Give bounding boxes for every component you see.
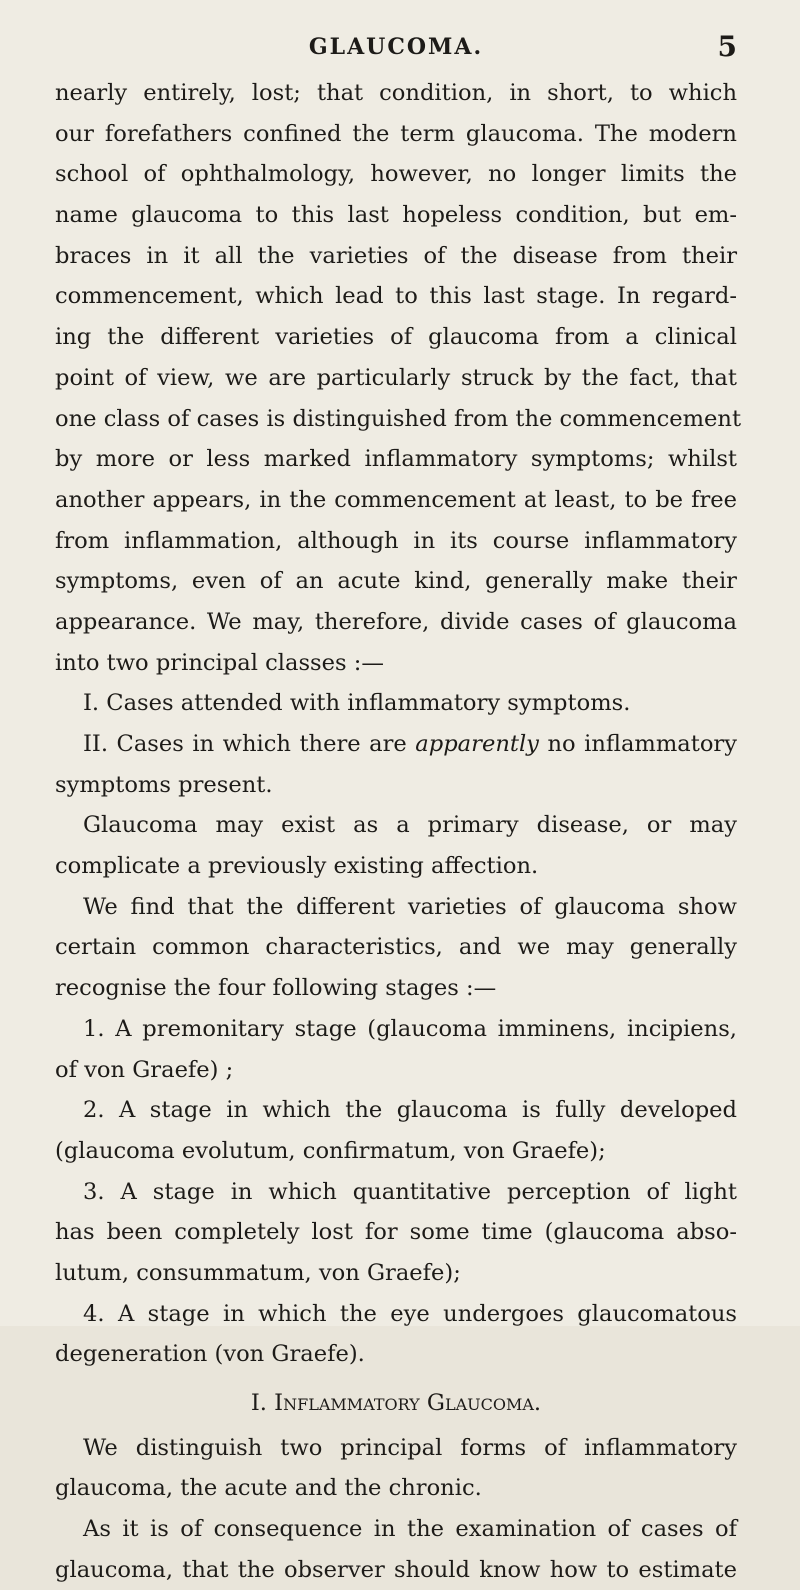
text-line: one class of cases is distinguished from the commencement xyxy=(55,405,742,432)
italic-text-run: apparently xyxy=(415,731,539,757)
text-run: II. Cases in which there are xyxy=(83,731,416,757)
text-line: I. Cases attended with inflammatory symptoms. xyxy=(83,690,631,717)
paragraph xyxy=(55,1294,737,1375)
text-line: by more or less marked inflammatory symptoms; whilst xyxy=(55,446,737,473)
paragraph xyxy=(55,724,737,805)
text-line: of von Graefe) ; xyxy=(55,1056,234,1083)
text-line: another appears, in the commencement at least, to be free xyxy=(55,486,737,513)
text-line: nearly entirely, lost; that condition, in short, to which xyxy=(55,80,737,106)
paragraph xyxy=(55,887,737,1009)
text-line: lutum, consummatum, von Graefe); xyxy=(55,1259,461,1286)
text-line: has been completely lost for some time (glaucoma abso- xyxy=(55,1219,737,1246)
text-line: complicate a previously existing affection. xyxy=(55,853,539,880)
paragraph xyxy=(55,1428,737,1509)
section-title: Inflammatory Glaucoma. xyxy=(274,1390,542,1416)
text-line: recognise the four following stages :— xyxy=(55,975,497,1002)
text-line: Glaucoma may exist as a primary disease, or may xyxy=(83,812,737,839)
paragraph xyxy=(55,683,737,724)
text-line: from inflammation, although in its course inflammatory xyxy=(55,527,737,554)
section-heading xyxy=(55,1383,737,1424)
text-run: no inflammatory xyxy=(538,731,737,757)
running-head xyxy=(55,30,737,64)
text-line xyxy=(55,724,737,765)
paragraph xyxy=(55,1509,737,1590)
text-line: our forefathers confined the term glaucoma. The modern xyxy=(55,120,737,147)
text-line: degeneration (von Graefe). xyxy=(55,1341,365,1368)
text-line: school of ophthalmology, however, no longer limits the xyxy=(55,161,737,188)
section-numeral: I. xyxy=(250,1390,267,1416)
running-title: GLAUCOMA. xyxy=(308,34,484,60)
text-line: into two principal classes :— xyxy=(55,649,384,676)
text-line: certain common characteristics, and we may generally xyxy=(55,934,737,961)
text-line: We find that the different varieties of glaucoma show xyxy=(83,893,737,920)
text-line: commencement, which lead to this last stage. In regard- xyxy=(55,283,737,310)
text-line: glaucoma, that the observer should know how to estimate xyxy=(55,1556,737,1583)
paragraph xyxy=(55,1172,737,1294)
text-line: As it is of consequence in the examination of cases of xyxy=(83,1516,737,1543)
text-line: name glaucoma to this last hopeless condition, but em- xyxy=(55,202,737,229)
text-line: We distinguish two principal forms of inflammatory xyxy=(83,1434,737,1461)
text-line: symptoms, even of an acute kind, generally make their xyxy=(55,568,737,595)
text-line: ing the different varieties of glaucoma from a clinical xyxy=(55,324,737,351)
paragraph xyxy=(55,1009,737,1090)
text-line: point of view, we are particularly struck by the fact, that xyxy=(55,364,737,391)
text-line: 1. A premonitary stage (glaucoma imminens, incipiens, xyxy=(83,1015,737,1042)
text-line: 2. A stage in which the glaucoma is fully developed xyxy=(83,1097,737,1124)
text-line: 4. A stage in which the eye undergoes glaucomatous xyxy=(83,1300,737,1327)
paragraph xyxy=(55,805,737,886)
page-number: 5 xyxy=(717,30,737,63)
text-line: 3. A stage in which quantitative perception of light xyxy=(83,1178,737,1205)
paragraph xyxy=(55,73,742,683)
text-line: braces in it all the varieties of the disease from their xyxy=(55,242,737,269)
text-line: glaucoma, the acute and the chronic. xyxy=(55,1475,482,1502)
text-line: symptoms present. xyxy=(55,771,273,798)
text-line: appearance. We may, therefore, divide cases of glaucoma xyxy=(55,608,737,635)
body-text xyxy=(55,73,742,1590)
paragraph xyxy=(55,1090,737,1171)
text-line: (glaucoma evolutum, confirmatum, von Graefe); xyxy=(55,1137,606,1164)
